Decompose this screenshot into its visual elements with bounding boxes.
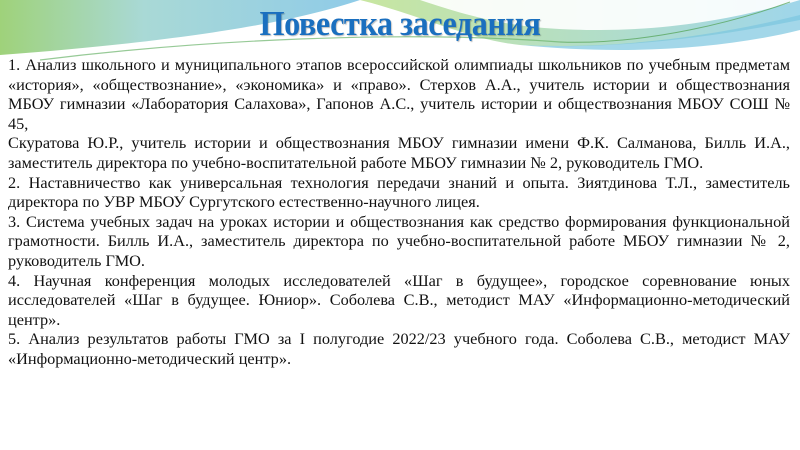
agenda-list — [8, 55, 790, 369]
agenda-item-3: 3. Система учебных задач на уроках истории и обществознания как средство формирования функциональной грамотности. Билль И.А., заместитель директора по учебно-воспитательной работе МБОУ гимназии № 2, руководитель ГМО. — [8, 211, 790, 270]
agenda-item-2: 2. Наставничество как универсальная технология передачи знаний и опыта. Зиятдинова Т.Л., заместитель директора по УВР МБОУ Сургутского естественно-научного лицея. — [8, 172, 790, 212]
agenda-item-5: 5. Анализ результатов работы ГМО за I полугодие 2022/23 учебного года. Соболева С.В., методист МАУ «Информационно-методический центр». — [8, 329, 790, 368]
agenda-item-1-part1: 1. Анализ школьного и муниципального этапов всероссийской олимпиады школьников по учебным предметам «история», «обществознание», «экономика» и «право». Стерхов А.А., учитель истории и обществознания МБОУ гимназии «Лаборатория Салахова», Гапонов А.С., учитель истории и обществознания МБОУ СОШ № 45, — [8, 55, 790, 133]
slide-title: Повестка заседания — [259, 4, 541, 43]
agenda-item-4: 4. Научная конференция молодых исследователей «Шаг в будущее», городское соревнование юных исследователей «Шаг в будущее. Юниор». Соболева С.В., методист МАУ «Информационно-методический центр». — [8, 270, 790, 329]
agenda-item-1 — [8, 55, 790, 173]
agenda-item-1-part2: Скуратова Ю.Р., учитель истории и обществознания МБОУ гимназии имени Ф.К. Салманова, Билль И.А., заместитель директора по учебно-воспитательной работе МБОУ гимназии № 2, руководитель ГМО. — [8, 133, 790, 172]
